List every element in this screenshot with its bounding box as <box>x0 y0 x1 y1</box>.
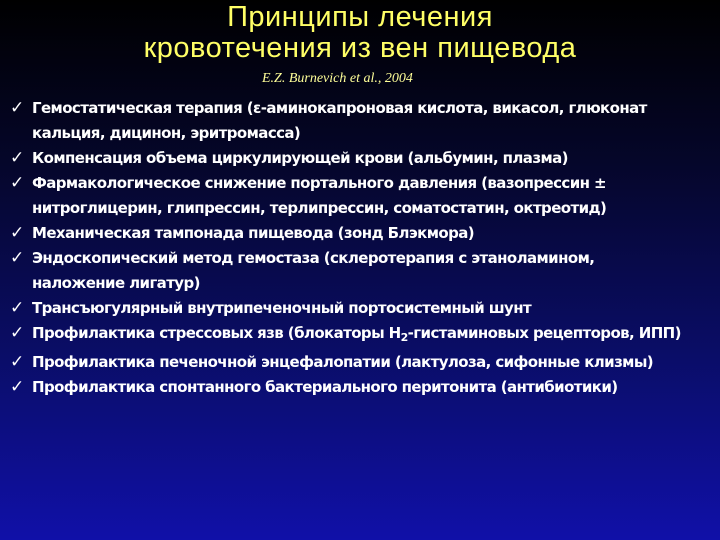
list-item <box>6 350 714 375</box>
list-item-text: Фармакологическое снижение портального давления (вазопрессин ± <box>32 174 606 192</box>
list-item-text: Механическая тампонада пищевода (зонд Блэкмора) <box>32 224 475 242</box>
checkmark-icon: ✓ <box>10 173 24 193</box>
citation: E.Z. Burnevich et al., 2004 <box>262 71 413 86</box>
checkmark-icon: ✓ <box>10 323 24 343</box>
list-item-text: Эндоскопический метод гемостаза (склеротерапия с этаноламином, <box>32 249 595 267</box>
list-item-text: Профилактика печеночной энцефалопатии (лактулоза, сифонные клизмы) <box>32 353 654 371</box>
checkmark-icon: ✓ <box>10 98 24 118</box>
title-line-2: кровотечения из вен пищевода <box>143 32 577 64</box>
list-item-text: Гемостатическая терапия (ε-аминокапроновая кислота, викасол, глюконат <box>32 99 647 117</box>
list-item-text-suffix: -гистаминовых рецепторов, ИПП) <box>407 324 681 342</box>
checkmark-icon: ✓ <box>10 248 24 268</box>
list-item-text-continued: кальция, дицинон, эритромасса) <box>32 124 301 142</box>
treatment-list <box>6 96 714 400</box>
list-item <box>6 296 714 321</box>
checkmark-icon: ✓ <box>10 377 24 397</box>
list-item-text-prefix: Профилактика стрессовых язв (блокаторы H <box>32 324 401 342</box>
subscript: 2 <box>400 331 408 344</box>
list-item-text <box>32 321 714 350</box>
list-item-text-continued: наложение лигатур) <box>32 274 200 292</box>
slide-title <box>0 2 720 64</box>
checkmark-icon: ✓ <box>10 223 24 243</box>
list-item-text-continued: нитроглицерин, глипрессин, терлипрессин, соматостатин, октреотид) <box>32 199 607 217</box>
list-item-text: Компенсация объема циркулирующей крови (альбумин, плазма) <box>32 149 568 167</box>
checkmark-icon: ✓ <box>10 352 24 372</box>
list-item-text: Профилактика спонтанного бактериального перитонита (антибиотики) <box>32 378 618 396</box>
list-item-text: Трансъюгулярный внутрипеченочный портосистемный шунт <box>32 299 532 317</box>
list-item <box>6 146 714 171</box>
checkmark-icon: ✓ <box>10 298 24 318</box>
checkmark-icon: ✓ <box>10 148 24 168</box>
list-item <box>6 375 714 400</box>
list-item <box>6 246 714 296</box>
list-item <box>6 221 714 246</box>
list-item <box>6 96 714 146</box>
title-line-1: Принципы лечения <box>227 1 493 33</box>
list-item <box>6 171 714 221</box>
list-item <box>6 321 714 350</box>
